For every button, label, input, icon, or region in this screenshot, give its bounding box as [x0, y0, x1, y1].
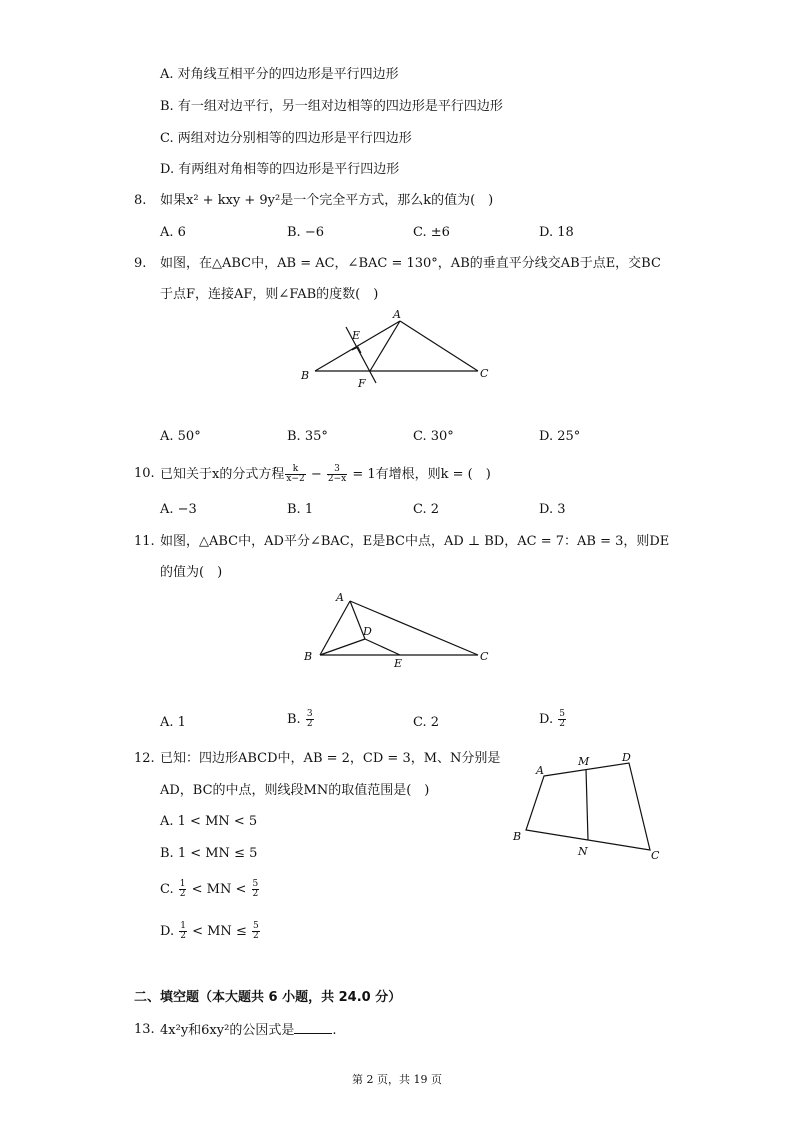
q9-option-a: A. 50°: [160, 429, 201, 444]
q9-figure: [290, 305, 500, 395]
q11-stem-line1: 如图，△ABC中，AD平分∠BAC，E是BC中点，AD ⊥ BD，AC = 7：AB = 3，则DE: [160, 534, 670, 549]
q8-number: 8.: [134, 193, 147, 208]
q11-label-d: D: [363, 625, 372, 638]
q12-option-c-den2: 2: [252, 889, 259, 899]
q8-option-c: C. ±6: [413, 225, 450, 240]
q9-stem-line2: 于点F，连接AF，则∠FAB的度数( ): [160, 287, 379, 302]
q10-fraction-2: [327, 465, 347, 484]
q11-segment-de: [365, 639, 400, 655]
q11-label-e: E: [394, 657, 403, 670]
q11-option-d-fraction: [558, 710, 566, 729]
q11-stem-line2: 的值为( ): [160, 565, 223, 580]
q13-number: 13.: [134, 1022, 155, 1037]
q12-option-d-num1: 1: [180, 921, 186, 931]
q11-option-d: [539, 710, 567, 729]
q10-frac1-numerator: k: [285, 465, 305, 475]
q11-option-b-numerator: 3: [306, 709, 313, 719]
q10-stem-post: = 1有增根，则k = ( ): [348, 467, 491, 482]
q11-label-c: C: [480, 650, 489, 663]
q12-option-d-fraction-1: [179, 922, 187, 941]
q11-segment-ab: [320, 601, 350, 655]
q12-stem-line1: 已知：四边形ABCD中，AB = 2，CD = 3，M、N分别是: [160, 751, 501, 766]
q12-number: 12.: [134, 751, 155, 766]
q11-option-b-prefix: B.: [287, 712, 305, 727]
q12-label-m: M: [578, 755, 590, 768]
q9-label-f: F: [358, 377, 366, 390]
q12-figure: [505, 745, 675, 865]
page-footer: 第 2 页，共 19 页: [352, 1073, 442, 1086]
q13-stem: [160, 1021, 336, 1040]
q10-frac1-denominator: x−2: [286, 474, 305, 484]
q10-stem: [160, 465, 491, 484]
q9-option-c: C. 30°: [413, 429, 454, 444]
q12-option-d-num2: 5: [252, 921, 259, 931]
q9-stem-line1: 如图，在△ABC中，AB = AC，∠BAC = 130°，AB的垂直平分线交AB于点E，交BC: [160, 256, 661, 271]
q10-frac2-denominator: 2−x: [327, 474, 347, 484]
q9-label-b: B: [301, 369, 310, 382]
q9-option-b: B. 35°: [287, 429, 328, 444]
q12-option-d-fraction-2: [252, 922, 260, 941]
q11-option-d-prefix: D.: [539, 712, 558, 727]
q12-option-c-fraction-1: [179, 880, 187, 899]
q12-label-d: D: [622, 751, 631, 764]
q10-minus: −: [306, 467, 326, 482]
q12-stem-line2: AD，BC的中点，则线段MN的取值范围是( ): [160, 783, 430, 798]
q8-stem: 如果x² + kxy + 9y²是一个完全平方式，那么k的值为( ): [160, 193, 494, 208]
q9-number: 9.: [134, 256, 147, 271]
q12-option-c-fraction-2: [252, 880, 260, 899]
q7-option-d: D. 有两组对角相等的四边形是平行四边形: [160, 162, 400, 177]
q13-answer-blank: [294, 1021, 332, 1034]
q12-option-c: [160, 880, 260, 899]
q12-option-c-prefix: C.: [160, 882, 178, 897]
q9-segment-ac: [400, 321, 478, 371]
q12-option-d-prefix: D.: [160, 924, 179, 939]
q12-option-d-den2: 2: [252, 931, 259, 941]
q9-label-c: C: [480, 367, 489, 380]
q9-perp-bisector: [346, 327, 376, 383]
q11-option-d-denominator: 2: [559, 719, 565, 729]
q13-stem-post: .: [332, 1023, 337, 1038]
q7-option-a: A. 对角线互相平分的四边形是平行四边形: [160, 67, 399, 82]
q12-label-c: C: [651, 849, 660, 862]
q11-segment-bd: [320, 639, 365, 655]
q7-option-c: C. 两组对边分别相等的四边形是平行四边形: [160, 131, 412, 146]
q9-option-d: D. 25°: [539, 429, 581, 444]
q12-option-c-num2: 5: [252, 879, 259, 889]
q10-stem-pre: 已知关于x的分式方程: [160, 467, 285, 482]
q13-stem-pre: 4x²y和6xy²的公因式是: [160, 1023, 295, 1038]
q12-option-c-num1: 1: [179, 879, 186, 889]
q11-option-b-denominator: 2: [306, 719, 313, 729]
q10-frac2-numerator: 3: [327, 465, 347, 475]
q10-option-b: B. 1: [287, 502, 314, 517]
q11-figure: [290, 585, 500, 675]
q8-option-d: D. 18: [539, 225, 574, 240]
q10-fraction-1: [285, 465, 305, 484]
q12-option-a: A. 1 < MN < 5: [160, 814, 258, 829]
q10-option-a: A. −3: [160, 502, 197, 517]
q12-option-c-den1: 2: [179, 889, 186, 899]
q9-label-a: A: [393, 308, 401, 321]
q11-option-b: [287, 710, 315, 729]
q9-segment-af: [370, 321, 400, 371]
q11-label-a: A: [336, 591, 344, 604]
q9-label-e: E: [352, 329, 361, 342]
q12-label-b: B: [513, 830, 522, 843]
q12-option-d-mid: < MN ≤: [187, 924, 251, 939]
q11-number: 11.: [134, 534, 155, 549]
q11-option-c: C. 2: [413, 715, 440, 730]
q11-label-b: B: [304, 650, 313, 663]
q11-option-b-fraction: [306, 710, 314, 729]
q12-label-a: A: [536, 764, 544, 777]
section-2-title: 二、填空题（本大题共 6 小题，共 24.0 分）: [134, 990, 402, 1005]
q12-option-d: [160, 922, 261, 941]
q10-number: 10.: [134, 466, 155, 481]
q11-option-a: A. 1: [160, 715, 186, 730]
q12-option-c-mid: < MN <: [187, 882, 251, 897]
q7-option-b: B. 有一组对边平行，另一组对边相等的四边形是平行四边形: [160, 99, 503, 114]
q12-option-b: B. 1 < MN ≤ 5: [160, 846, 258, 861]
q8-option-a: A. 6: [160, 225, 186, 240]
q12-segment-mn: [586, 769, 588, 840]
q11-option-d-numerator: 5: [559, 709, 565, 719]
q12-label-n: N: [578, 845, 588, 858]
q10-option-d: D. 3: [539, 502, 566, 517]
q10-option-c: C. 2: [413, 502, 440, 517]
q8-option-b: B. −6: [287, 225, 324, 240]
q12-option-d-den1: 2: [180, 931, 186, 941]
